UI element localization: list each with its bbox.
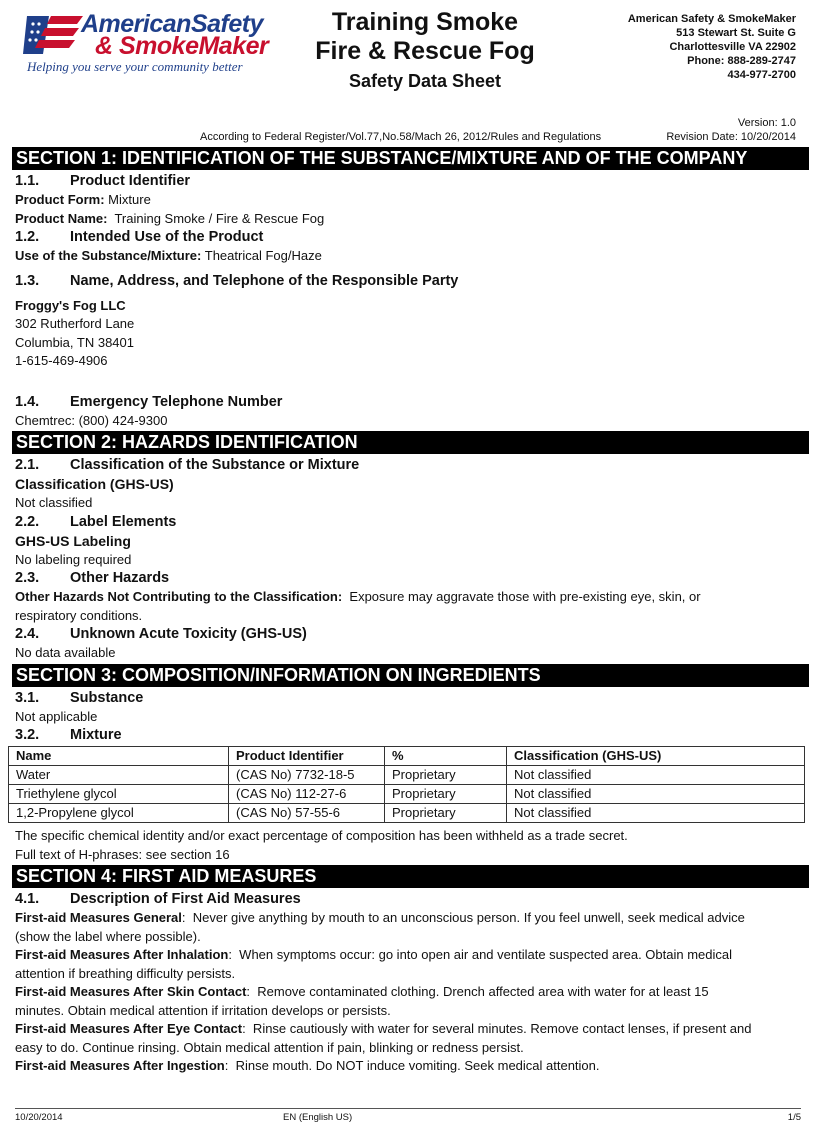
section-4-header: SECTION 4: FIRST AID MEASURES (12, 865, 809, 888)
first-aid-ingestion (15, 1057, 806, 1076)
other-hazards (15, 588, 806, 607)
table-header-row (9, 747, 805, 766)
title-line3: Safety Data Sheet (348, 71, 502, 91)
subsection-number: 2.1. (15, 457, 40, 473)
subsection-1-4 (15, 393, 806, 412)
table-cell: (CAS No) 57-55-6 (229, 804, 385, 823)
table-cell: (CAS No) 112-27-6 (229, 785, 385, 804)
brand-name-line1: AmericanSafety (81, 10, 263, 38)
emergency-phone: Chemtrec: (800) 424-9300 (15, 412, 168, 428)
first-aid-inhalation (15, 946, 806, 965)
subsection-title: Substance (70, 689, 144, 706)
subsection-1-3 (15, 272, 806, 291)
field-value: Mixture (104, 192, 151, 207)
table-cell: Triethylene glycol (9, 785, 229, 804)
field-value: Training Smoke / Fire & Rescue Fog (107, 210, 325, 226)
table-cell: Not classified (507, 785, 805, 804)
section-2-header: SECTION 2: HAZARDS IDENTIFICATION (12, 431, 809, 454)
subsection-number: 1.3. (15, 272, 40, 289)
column-header: Classification (GHS-US) (507, 747, 805, 766)
field-label: Product Name: (15, 210, 108, 226)
brand-name-line2: & SmokeMaker (95, 32, 269, 60)
subsection-number: 2.3. (15, 570, 40, 586)
company-name: Froggy's Fog LLC (15, 297, 126, 313)
table-cell: Not classified (507, 766, 805, 785)
classification-value: Not classified (15, 495, 93, 510)
contact-street: 513 Stewart St. Suite G (676, 27, 796, 39)
subsection-1-1 (15, 172, 806, 191)
subsection-4-1 (15, 890, 806, 909)
table-cell: Not classified (507, 804, 805, 823)
section-3-header: SECTION 3: COMPOSITION/INFORMATION ON INGREDIENTS (12, 664, 809, 687)
section-1-header: SECTION 1: IDENTIFICATION OF THE SUBSTANCE/MIXTURE AND OF THE COMPANY (12, 147, 809, 170)
first-aid-eye-cont: easy to do. Continue rinsing. Obtain medical attention if pain, blinking or redness persist. (15, 1039, 524, 1055)
subsection-number: 2.4. (15, 626, 40, 642)
contact-info (628, 12, 796, 82)
federal-register-note: According to Federal Register/Vol.77,No.58/Mach 26, 2012/Rules and Regulations (200, 131, 602, 143)
h-phrases-note: Full text of H-phrases: see section 16 (15, 846, 230, 862)
subsection-2-4 (15, 625, 806, 644)
subsection-2-1 (15, 456, 806, 475)
field-label: Use of the Substance/Mixture: (15, 248, 202, 263)
toxicity-value: No data available (15, 645, 116, 660)
field-value: : Rinse mouth. Do NOT induce vomiting. Seek medical attention. (224, 1058, 600, 1073)
field-value: : When symptoms occur: go into open air and ventilate suspected area. Obtain medical (228, 947, 732, 962)
footer-date: 10/20/2014 (15, 1112, 63, 1123)
subsection-number: 4.1. (15, 891, 40, 907)
subsection-2-3 (15, 569, 806, 588)
subsection-title: Description of First Aid Measures (70, 891, 301, 907)
subsection-title: Unknown Acute Toxicity (GHS-US) (70, 626, 307, 642)
company-phone: 1-615-469-4906 (15, 353, 108, 368)
field-label: First-aid Measures After Eye Contact (15, 1021, 243, 1036)
table-cell: Proprietary (385, 804, 507, 823)
subsection-number: 2.2. (15, 513, 40, 530)
contact-city: Charlottesville VA 22902 (669, 41, 796, 53)
subsection-number: 1.4. (15, 393, 40, 410)
subsection-title: Emergency Telephone Number (70, 393, 283, 410)
field-value: Theatrical Fog/Haze (201, 248, 322, 263)
field-label: Other Hazards Not Contributing to the Classification: (15, 589, 343, 604)
labeling-heading: GHS-US Labeling (15, 532, 131, 549)
title-line2: Fire & Rescue Fog (315, 37, 535, 65)
subsection-title: Name, Address, and Telephone of the Responsible Party (70, 272, 459, 289)
substance-value: Not applicable (15, 708, 98, 724)
field-value: : Never give anything by mouth to an unconscious person. If you feel unwell, seek medical advice (181, 910, 745, 925)
table-row (9, 785, 805, 804)
field-value: Exposure may aggravate those with pre-existing eye, skin, or (342, 589, 701, 604)
page-footer (15, 1108, 801, 1128)
subsection-1-2 (15, 228, 806, 247)
footer-language: EN (English US) (283, 1112, 353, 1123)
subsection-title: Intended Use of the Product (70, 229, 264, 245)
subsection-2-2 (15, 513, 806, 532)
document-header (15, 0, 806, 116)
brand-tagline: Helping you serve your community better (27, 59, 243, 74)
subsection-number: 1.2. (15, 229, 40, 245)
field-label: First-aid Measures General (15, 910, 182, 925)
table-cell: Water (9, 766, 229, 785)
product-form (15, 191, 806, 210)
table-cell: Proprietary (385, 766, 507, 785)
company-address1: 302 Rutherford Lane (15, 316, 135, 331)
contact-phone: Phone: 888-289-2747 (687, 55, 796, 67)
product-name (15, 210, 806, 229)
field-label: First-aid Measures After Skin Contact (15, 984, 247, 999)
trade-secret-note: The specific chemical identity and/or exact percentage of composition has been withheld as a trade secret. (15, 828, 628, 843)
subsection-title: Mixture (70, 727, 122, 743)
document-title (275, 8, 575, 94)
labeling-value: No labeling required (15, 551, 132, 567)
company-address2: Columbia, TN 38401 (15, 334, 134, 350)
first-aid-eye (15, 1020, 806, 1039)
contact-phone2: 434-977-2700 (727, 69, 796, 81)
subsection-number: 1.1. (15, 173, 40, 189)
field-label: First-aid Measures After Ingestion (15, 1058, 225, 1073)
other-hazards-cont: respiratory conditions. (15, 607, 143, 623)
revision-date: Revision Date: 10/20/2014 (666, 131, 796, 143)
field-label: Product Form: (15, 192, 105, 207)
column-header: Name (9, 747, 229, 766)
first-aid-general-cont: (show the label where possible). (15, 928, 201, 944)
table-cell: 1,2-Propylene glycol (9, 804, 229, 823)
subsection-3-2 (15, 726, 806, 745)
classification-heading: Classification (GHS-US) (15, 476, 174, 492)
subsection-number: 3.2. (15, 727, 40, 743)
table-cell: (CAS No) 7732-18-5 (229, 766, 385, 785)
field-value: : Remove contaminated clothing. Drench affected area with water for at least 15 (246, 984, 709, 999)
first-aid-skin (15, 983, 806, 1002)
company-logo (23, 10, 269, 74)
table-cell: Proprietary (385, 785, 507, 804)
subsection-title: Other Hazards (70, 570, 170, 586)
subsection-3-1 (15, 689, 806, 708)
column-header: Product Identifier (229, 747, 385, 766)
subsection-title: Label Elements (70, 513, 177, 530)
title-line1: Training Smoke (331, 8, 519, 36)
mixture-table (8, 746, 805, 823)
first-aid-general (15, 909, 806, 928)
footer-page-number: 1/5 (787, 1112, 801, 1123)
table-row (9, 766, 805, 785)
version-info (666, 116, 796, 144)
subsection-title: Classification of the Substance or Mixture (70, 457, 360, 473)
subsection-number: 3.1. (15, 689, 40, 706)
field-label: First-aid Measures After Inhalation (15, 947, 229, 962)
field-value: : Rinse cautiously with water for several minutes. Remove contact lenses, if present and (242, 1021, 752, 1036)
subsection-title: Product Identifier (70, 173, 191, 189)
intended-use (15, 247, 806, 266)
version: Version: 1.0 (737, 117, 796, 129)
first-aid-inhalation-cont: attention if breathing difficulty persists. (15, 965, 236, 981)
table-row (9, 804, 805, 823)
column-header: % (385, 747, 507, 766)
meta-row (15, 116, 806, 146)
first-aid-skin-cont: minutes. Obtain medical attention if irritation develops or persists. (15, 1002, 391, 1018)
contact-company: American Safety & SmokeMaker (627, 13, 796, 25)
